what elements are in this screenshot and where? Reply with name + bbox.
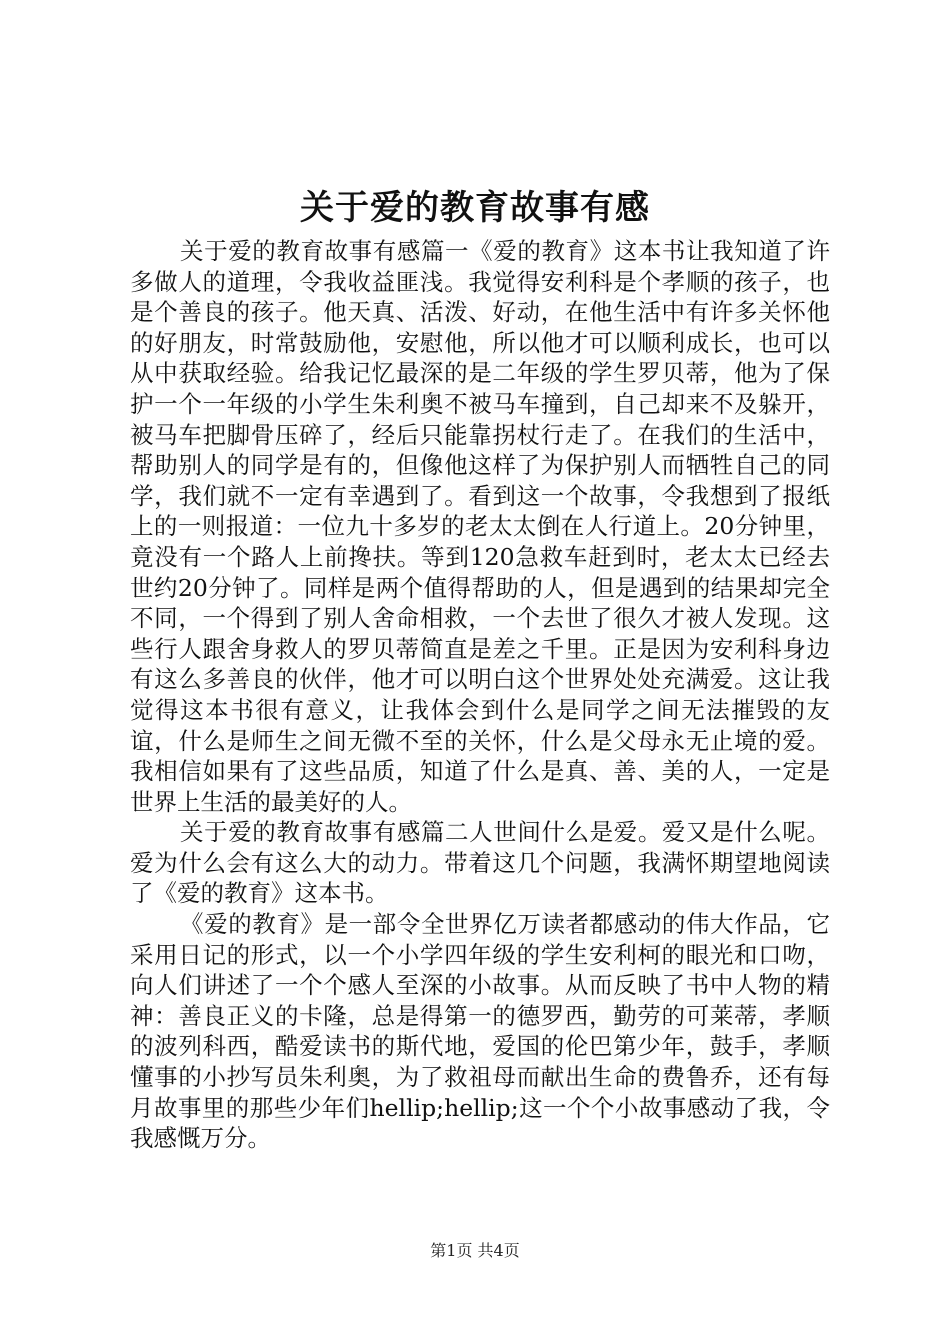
document-title: 关于爱的教育故事有感 bbox=[300, 188, 650, 228]
paragraph-3: 《爱的教育》是一部令全世界亿万读者都感动的伟大作品，它采用日记的形式，以一个小学四年级的学生安利柯的眼光和口吻，向人们讲述了一个个感人至深的小故事。从而反映了书中人物的精神：善良正义的卡隆，总是得第一的德罗西，勤劳的可莱蒂，孝顺的波列科西，酷爱读书的斯代地，爱国的伦巴第少年，鼓手，孝顺懂事的小抄写员朱利奥，为了救祖母而献出生命的费鲁乔，还有每月故事里的那些少年们hellip;hellip;这一个个小故事感动了我，令我感慨万分。 bbox=[130, 910, 830, 1153]
page-footer: 第1页 共4页 bbox=[430, 1241, 520, 1260]
paragraph-1: 关于爱的教育故事有感篇一《爱的教育》这本书让我知道了许多做人的道理，令我收益匪浅。我觉得安利科是个孝顺的孩子，也是个善良的孩子。他天真、活泼、好动，在他生活中有许多关怀他的好朋友，时常鼓励他，安慰他，所以他才可以顺利成长，也可以从中获取经验。给我记忆最深的是二年级的学生罗贝蒂，他为了保护一个一年级的小学生朱利奥不被马车撞到，自己却来不及躲开，被马车把脚骨压碎了，经后只能靠拐杖行走了。在我们的生活中，帮助别人的同学是有的，但像他这样了为保护别人而牺牲自己的同学，我们就不一定有幸遇到了。看到这一个故事，令我想到了报纸上的一则报道：一位九十多岁的老太太倒在人行道上。20分钟里，竟没有一个路人上前搀扶。等到120急救车赶到时，老太太已经去世约20分钟了。同样是两个值得帮助的人，但是遇到的结果却完全不同，一个得到了别人舍命相救，一个去世了很久才被人发现。这些行人跟舍身救人的罗贝蒂简直是差之千里。正是因为安利科身边有这么多善良的伙伴，他才可以明白这个世界处处充满爱。这让我觉得这本书很有意义，让我体会到什么是同学之间无法摧毁的友谊，什么是师生之间无微不至的关怀，什么是父母永无止境的爱。我相信如果有了这些品质，知道了什么是真、善、美的人，一定是世界上生活的最美好的人。 bbox=[130, 237, 830, 816]
paragraph-2: 关于爱的教育故事有感篇二人世间什么是爱。爱又是什么呢。爱为什么会有这么大的动力。带着这几个问题，我满怀期望地阅读了《爱的教育》这本书。 bbox=[130, 818, 830, 908]
document-body bbox=[130, 236, 830, 1154]
